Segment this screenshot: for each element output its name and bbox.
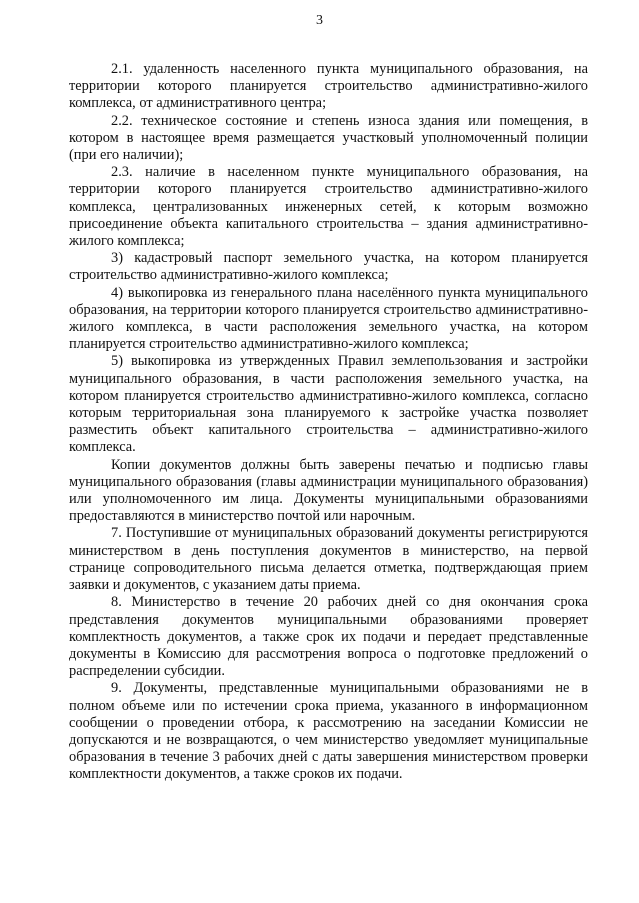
paragraph-2-1: 2.1. удаленность населенного пункта муниципального образования, на территории которого планируется строительство административно-жилого комплекса, от административного центра; bbox=[69, 61, 588, 112]
page-number: 3 bbox=[316, 13, 323, 28]
document-body bbox=[69, 61, 588, 784]
paragraph-item-3: 3) кадастровый паспорт земельного участка, на котором планируется строительство административно-жилого комплекса; bbox=[69, 250, 588, 284]
paragraph-copies-certification: Копии документов должны быть заверены печатью и подписью главы муниципального образования (главы администрации муниципального образования) или уполномоченного им лица. Документы муниципальными образованиями предоставляются в министерство почтой или нарочным. bbox=[69, 456, 588, 525]
paragraph-2-2: 2.2. техническое состояние и степень износа здания или помещения, в котором в настоящее время размещается участковый уполномоченный полиции (при его наличии); bbox=[69, 112, 588, 164]
paragraph-section-8: 8. Министерство в течение 20 рабочих дней со дня окончания срока представления документов муниципальными образованиями проверяет комплектность документов, а также срок их подачи и передает представленные документы в Комиссию для рассмотрения вопроса о подготовке предложений о распределении субсидии. bbox=[69, 594, 588, 680]
paragraph-item-4: 4) выкопировка из генерального плана населённого пункта муниципального образования, на территории которого планируется строительство административно-жилого комплекса, в части расположения земельного участка, на котором планируется строительство административно-жилого комплекса; bbox=[69, 284, 588, 353]
paragraph-2-3: 2.3. наличие в населенном пункте муниципального образования, на территории которого планируется строительство административно-жилого комплекса, централизованных инженерных сетей, к которым возможно присоединение объекта капитального строительства – здания административно-жилого комплекса; bbox=[69, 164, 588, 250]
paragraph-item-5: 5) выкопировка из утвержденных Правил землепользования и застройки муниципального образования, в части расположения земельного участка, на котором планируется строительство административно-жилого комплекса, согласно которым территориальная зона планируемого к застройке участка позволяет разместить объект капитального строительства – административно-жилого комплекса. bbox=[69, 353, 588, 456]
paragraph-section-9: 9. Документы, представленные муниципальными образованиями не в полном объеме или по истечении срока приема, указанного в информационном сообщении о проведении отбора, к рассмотрению на заседании Комиссии не допускаются и не возвращаются, о чем министерство уведомляет муниципальные образования в течение 3 рабочих дней с даты завершения министерством проверки комплектности документов, а также сроков их подачи. bbox=[69, 680, 588, 783]
paragraph-section-7: 7. Поступившие от муниципальных образований документы регистрируются министерством в день поступления документов в министерство, на первой странице сопроводительного письма делается отметка, подтверждающая прием заявки и документов, с указанием даты приема. bbox=[69, 525, 588, 594]
